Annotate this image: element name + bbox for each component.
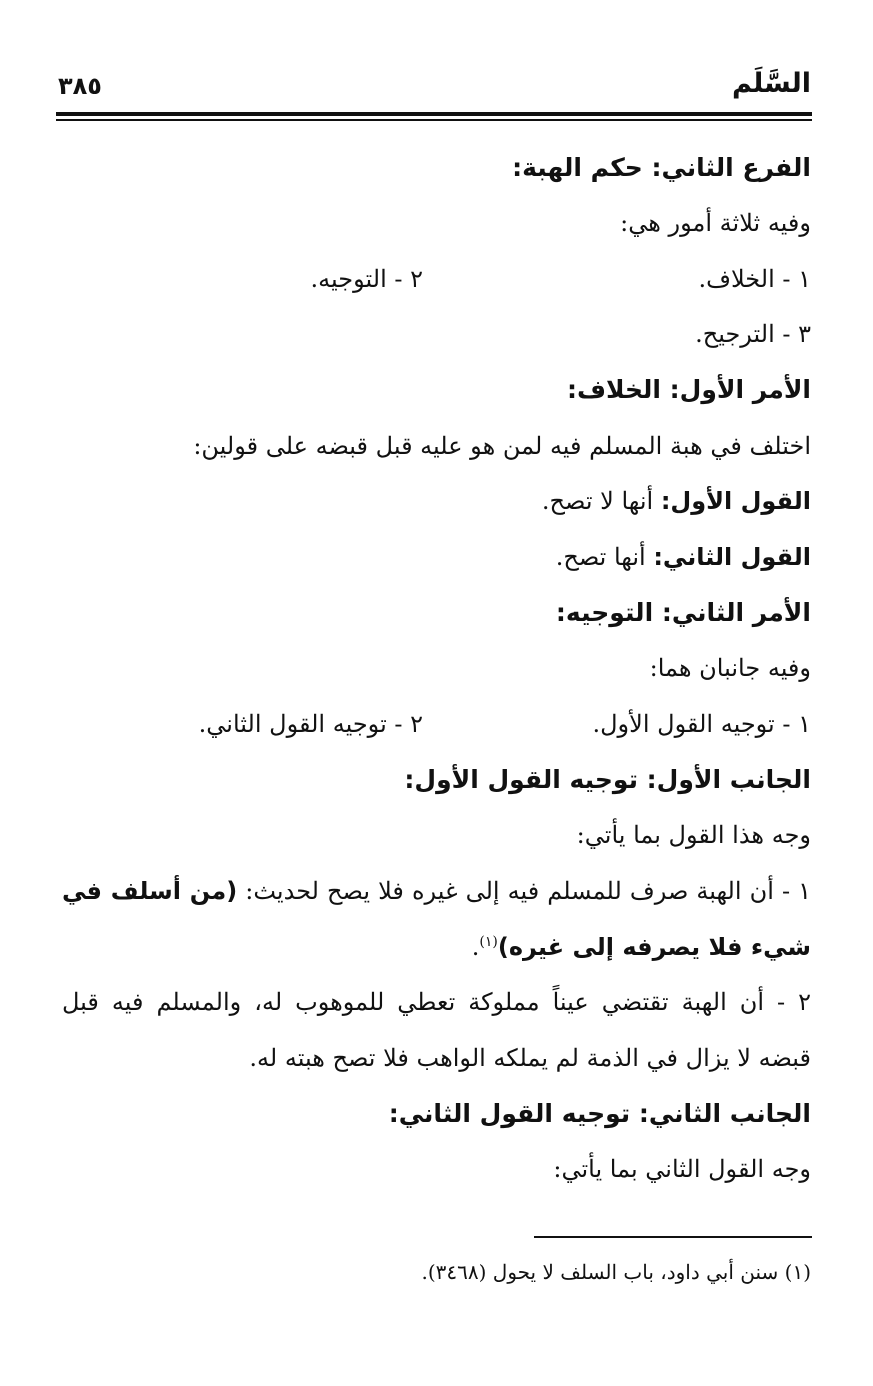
first-opinion-text: أنها لا تصح. bbox=[541, 487, 661, 515]
reason-one-text: ١ - أن الهبة صرف للمسلم فيه إلى غيره فلا يصح لحديث: bbox=[237, 877, 811, 905]
heading-first-aspect: الجانب الأول: توجيه القول الأول: bbox=[404, 765, 811, 794]
page-number: ٣٨٥ bbox=[58, 72, 102, 100]
list-item-second-opinion-justification: ٢ - توجيه القول الثاني. bbox=[198, 710, 423, 738]
first-opinion-label: القول الأول: bbox=[660, 487, 811, 515]
second-opinion-reasons-intro: وجه القول الثاني بما يأتي: bbox=[553, 1155, 811, 1183]
paragraph-disagreement: اختلف في هبة المسلم فيه لمن هو عليه قبل قبضه على قولين: bbox=[193, 432, 811, 460]
reason-two-line-2: قبضه لا يزال في الذمة لم يملكه الواهب فلا تصح هبته له. bbox=[249, 1044, 811, 1072]
reason-one-line-2 bbox=[472, 927, 811, 967]
intro-three-matters: وفيه ثلاثة أمور هي: bbox=[620, 209, 811, 237]
heading-second-matter: الأمر الثاني: التوجيه: bbox=[555, 598, 811, 627]
heading-second-aspect: الجانب الثاني: توجيه القول الثاني: bbox=[388, 1099, 811, 1128]
list-item-first-opinion-justification: ١ - توجيه القول الأول. bbox=[592, 710, 811, 738]
running-header-title: السَّلَم bbox=[731, 68, 811, 99]
intro-two-aspects: وفيه جانبان هما: bbox=[649, 654, 811, 682]
list-item-preference: ٣ - الترجيح. bbox=[695, 320, 811, 348]
second-opinion-text: أنها تصح. bbox=[555, 543, 654, 571]
header-rule-thick bbox=[56, 112, 812, 116]
footnote-separator bbox=[534, 1236, 812, 1238]
first-opinion bbox=[542, 481, 811, 521]
second-opinion-label: القول الثاني: bbox=[653, 543, 811, 571]
footnote-marker[interactable]: (١) bbox=[479, 934, 498, 950]
hadith-quote-end: شيء فلا يصرفه إلى غيره) bbox=[497, 933, 811, 961]
section-heading-gift-ruling: الفرع الثاني: حكم الهبة: bbox=[512, 153, 811, 182]
heading-first-matter: الأمر الأول: الخلاف: bbox=[566, 375, 811, 404]
list-item-disagreement: ١ - الخلاف. bbox=[698, 265, 811, 293]
reason-one-line-1 bbox=[62, 871, 811, 911]
footnote-text: (١) سنن أبي داود، باب السلف لا يحول (٣٤٦٨). bbox=[421, 1260, 811, 1284]
sentence-end: . bbox=[471, 933, 480, 961]
header-rule-thin bbox=[56, 119, 812, 121]
first-opinion-reasons-intro: وجه هذا القول بما يأتي: bbox=[576, 821, 811, 849]
reason-two-line-1: ٢ - أن الهبة تقتضي عيناً مملوكة تعطي للموهوب له، والمسلم فيه قبل bbox=[62, 988, 811, 1016]
list-item-justification: ٢ - التوجيه. bbox=[310, 265, 423, 293]
second-opinion bbox=[556, 537, 811, 577]
hadith-quote-start: (من أسلف في bbox=[62, 877, 238, 905]
